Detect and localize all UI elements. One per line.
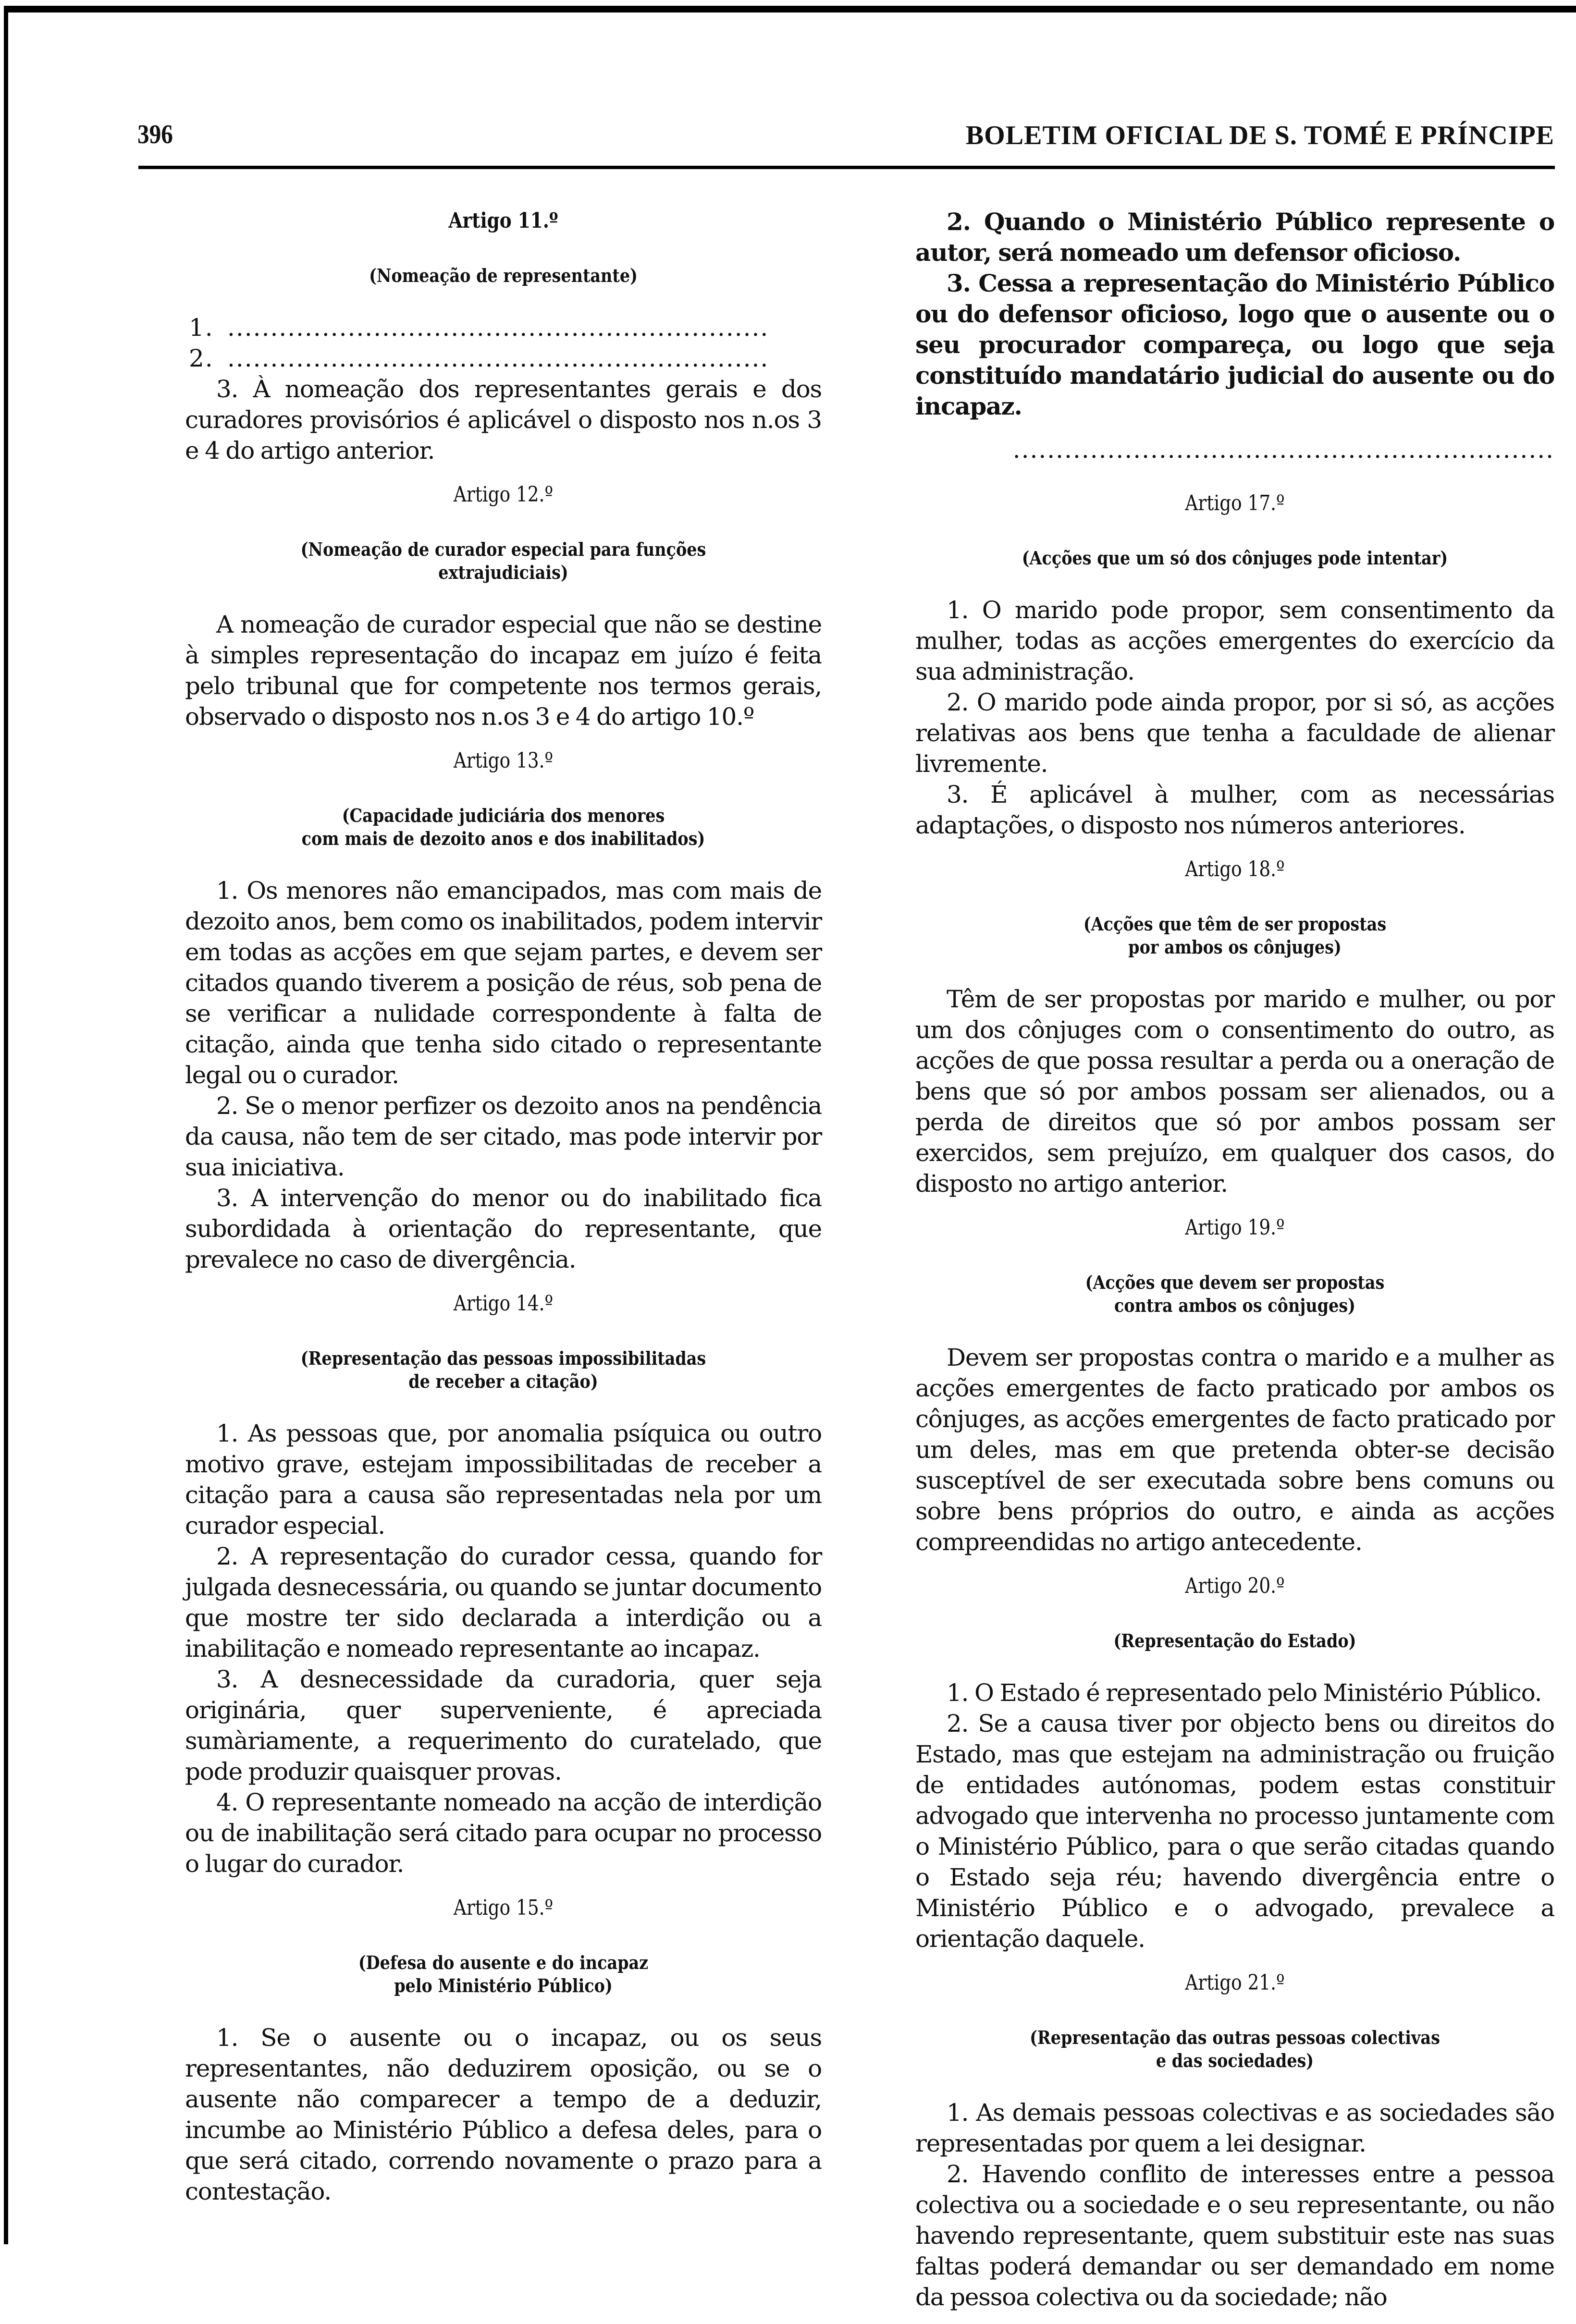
article-label: Artigo 11.º [448,208,558,233]
page-number: 396 [137,120,173,149]
paragraph: 3. A desnecessidade da curadoria, quer seja originária, quer superveniente, é apreciada sumàriamente, a requerimento do curatelado, que pode produzir quaisquer provas. [185,1665,822,1786]
article-label: Artigo 13.º [453,748,554,773]
article-heading [223,1347,784,1393]
article-label: Artigo 15.º [453,1896,554,1920]
paragraph: 2. A representação do curador cessa, quando for julgada desnecessária, ou quando se juntar documento que mostre ter sido declarada a interdição ou a inabilitação e nomeado representante ao incapaz. [185,1542,822,1663]
paragraph: 1. Os menores não emancipados, mas com mais de dezoito anos, bem como os inabilitados, podem intervir em todas as acções em que sejam partes, e devem ser citados quando tiverem a posição de réus, sob pena de se verificar a nulidade correspondente à falta de citação, ainda que tenha sido citado o representante legal ou o curador. [185,877,822,1089]
paragraph: 1. O Estado é representado pelo Ministério Público. [947,1679,1542,1707]
article-19 [915,1213,1554,1557]
paragraph: 4. O representante nomeado na acção de interdição ou de inabilitação será citado para ocupar no processo o lugar do curador. [185,1788,822,1878]
article-13 [185,746,822,1275]
article-14 [185,1289,822,1879]
article-heading [223,1951,784,1997]
article-15 [185,1894,822,2207]
heading-line: (Representação das pessoas impossibilitadas [300,1347,706,1369]
heading-line: com mais de dezoito anos e dos inabilitados) [301,828,705,849]
dot-leader: ............................................................... [227,344,769,372]
article-label: Artigo 19.º [1185,1215,1285,1240]
article-label: Artigo 12.º [453,482,554,507]
paragraph: 2. Se o menor perfizer os dezoito anos na pendência da causa, não tem de ser citado, mas pode intervir por sua iniciativa. [185,1092,822,1181]
heading-line: contra ambos os cônjuges) [1114,1295,1356,1316]
paragraph: 2. Quando o Ministério Público represente o autor, será nomeado um defensor oficioso. [915,208,1554,267]
paragraph: 3. É aplicável à mulher, com as necessárias adaptações, o disposto nos números anteriores. [915,781,1554,839]
paragraph: 3. À nomeação dos representantes gerais e dos curadores provisórios é aplicável o disposto nos n.os 3 e 4 do artigo anterior. [185,375,822,465]
heading-line: extrajudiciais) [438,562,568,583]
paragraph: 2. Se a causa tiver por objecto bens ou direitos do Estado, mas que estejam na administração ou fruição de entidades autónomas, podem estas constituir advogado que intervenha no processo juntamente com o Ministério Público, para o que serão citadas quando o Estado seja réu; havendo divergência entre o Ministério Público e o advogado, prevalece a orientação daquele. [915,1710,1554,1953]
article-11 [185,207,822,466]
article-label: Artigo 21.º [1185,1970,1285,1995]
paragraph: A nomeação de curador especial que não se destine à simples representação do incapaz em juízo é feita pelo tribunal que for competente nos termos gerais, observado o disposto nos n.os 3 e 4 do artigo 10.º [185,611,822,731]
article-label: Artigo 17.º [1185,491,1285,515]
left-column [185,207,822,2218]
heading-line: de receber a citação) [408,1370,598,1392]
heading-line: e das sociedades) [1156,2050,1314,2071]
header-rule [138,166,1555,169]
article-heading [954,2026,1516,2072]
omitted-item [185,312,822,343]
article-label: Artigo 14.º [453,1291,554,1316]
heading-line: (Capacidade judiciária dos menores [342,805,665,826]
heading-line: pelo Ministério Público) [394,1975,613,1996]
article-label: Artigo 18.º [1185,857,1285,881]
article-heading: (Acções que um só dos cônjuges pode intentar) [1022,547,1448,569]
heading-line: (Nomeação de curador especial para funções [300,538,706,560]
dot-leader: ............................................................... [227,314,769,342]
article-21 [915,1969,1554,2312]
heading-line: (Representação das outras pessoas colectivas [1030,2027,1440,2048]
paragraph: 1. As demais pessoas colectivas e as sociedades são representadas por quem a lei designar. [915,2099,1554,2157]
paragraph: 3. A intervenção do menor ou do inabilitado fica subordidada à orientação do representante, que prevalece no caso de divergência. [185,1184,822,1273]
scan-border-left [4,6,8,2244]
article-heading: (Representação do Estado) [1113,1630,1356,1651]
article-label: Artigo 20.º [1185,1574,1285,1598]
paragraph: 3. Cessa a representação do Ministério Público ou do defensor oficioso, logo que o ausente ou o seu procurador compareça, ou logo que seja constituído mandatário judicial do ausente ou do incapaz. [915,269,1554,420]
paragraph: 2. Havendo conflito de interesses entre a pessoa colectiva ou a sociedade e o seu representante, ou não havendo representante, quem substituir este nas suas faltas poderá demandar ou ser demandado em nome da pessoa colectiva ou da sociedade; não [915,2160,1554,2311]
article-heading: (Nomeação de representante) [369,265,638,286]
heading-line: (Defesa do ausente e do incapaz [358,1952,649,1973]
heading-line: (Acções que devem ser propostas [1085,1272,1385,1293]
article-heading [954,913,1516,959]
heading-line: (Acções que têm de ser propostas [1083,913,1387,935]
paragraph: Têm de ser propostas por marido e mulher, ou por um dos cônjuges com o consentimento do outro, as acções de que possa resultar a perda ou a oneração de bens que só por ambos possam ser alienados, ou a perda de direitos que só por ambos possam ser exercidos, sem prejuízo, em qualquer dos casos, do disposto no artigo anterior. [915,985,1554,1198]
paragraph: 1. O marido pode propor, sem consentimento da mulher, todas as acções emergentes do exercício da sua administração. [915,596,1554,685]
scan-border-top [4,6,1576,12]
article-heading [223,538,784,584]
article-17 [915,489,1554,841]
article-15-continued [915,207,1554,465]
article-20 [915,1572,1554,1954]
paragraph: 1. Se o ausente ou o incapaz, ou os seus representantes, não deduzirem oposição, ou se o ausente não comparecer a tempo de a deduzir, incumbe ao Ministério Público a defesa deles, para o que será citado, correndo novamente o prazo para a contestação. [185,2024,822,2205]
item-number: 1. [189,314,214,342]
heading-line: por ambos os cônjuges) [1128,936,1342,958]
omitted-text-dots: ............................................................... [1012,436,1554,464]
paragraph: Devem ser propostas contra o marido e a mulher as acções emergentes de facto praticado por ambos os cônjuges, as acções emergentes de facto praticado por um deles, mas em que pretenda obter-se decisão susceptível de ser executada sobre bens comuns ou sobre bens próprios do outro, e ainda as acções compreendidas no artigo antecedente. [915,1344,1554,1556]
omitted-item [185,343,822,374]
article-18 [915,855,1554,1199]
article-heading [223,804,784,850]
article-heading [954,1271,1516,1317]
journal-title: BOLETIM OFICIAL DE S. TOMÉ E PRÍNCIPE [965,121,1554,150]
paragraph: 2. O marido pode ainda propor, por si só, as acções relativas aos bens que tenha a faculdade de alienar livremente. [915,688,1554,778]
paragraph: 1. As pessoas que, por anomalia psíquica ou outro motivo grave, estejam impossibilitadas de receber a citação para a causa são representadas nela por um curador especial. [185,1419,822,1540]
article-12 [185,480,822,732]
item-number: 2. [189,344,214,372]
right-column [915,207,1554,2324]
